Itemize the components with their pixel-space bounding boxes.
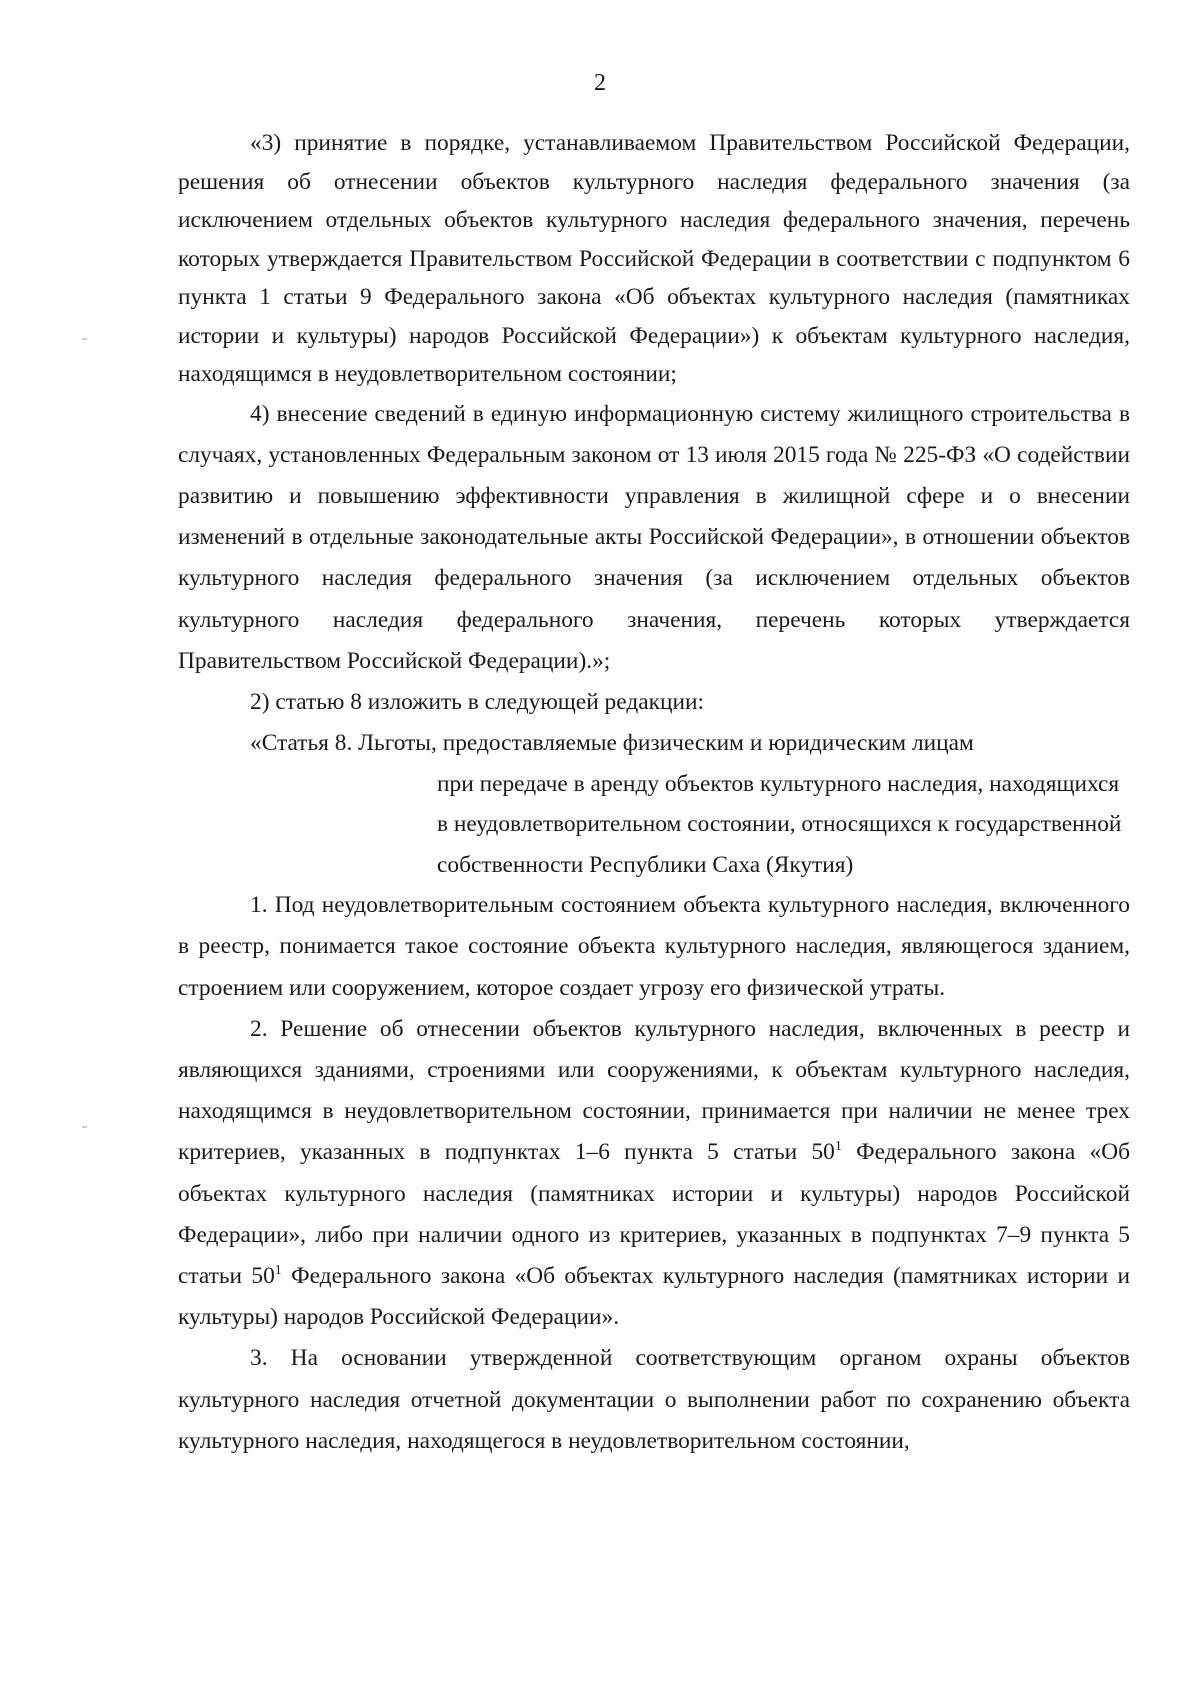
superscript: 1: [274, 1263, 282, 1279]
paragraph-clause-2: [178, 1009, 1130, 1339]
paragraph-clause-3: 3. На основании утвержденной соответствующим органом охраны объектов культурного наследия отчетной документации о выполнении работ по сохранению объекта культурного наследия, находящегося в неудовлетворительном состоянии,: [178, 1345, 1130, 1454]
paragraph-item-3: «3) принятие в порядке, устанавливаемом Правительством Российской Федерации, решения об отнесении объектов культурного наследия федерального значения (за исключением отдельных объектов культурного наследия федерального значения, перечень которых утверждается Правительством Российской Федерации в соответствии с подпунктом 6 пункта 1 статьи 9 Федерального закона «Об объектах культурного наследия (памятниках истории и культуры) народов Российской Федерации») к объектам культурного наследия, находящимся в неудовлетворительном состоянии;: [178, 130, 1130, 387]
article-heading-line: в неудовлетворительном состоянии, относящихся к государственной: [437, 811, 1122, 838]
paragraph-clause-1: 1. Под неудовлетворительным состоянием объекта культурного наследия, включенного в реестр, понимается такое состояние объекта культурного наследия, являющегося зданием, строением или сооружением, которое создает угрозу его физической утраты.: [178, 892, 1130, 1001]
article-heading-line: «Статья 8. Льготы, предоставляемые физическим и юридическим лицам: [250, 730, 974, 757]
paragraph-article-8-amendment: 2) статью 8 изложить в следующей редакции:: [250, 688, 705, 715]
scan-margin-mark: [82, 338, 87, 340]
page-number: 2: [594, 70, 606, 96]
clause-2-text: 2. Решение об отнесении объектов культурного наследия, включенных в реестр и являющихся зданиями, строениями или сооружениями, к объектам культурного наследия, находящимся в неудовлетворительном состоянии, принимается при наличии не менее трех критериев, указанных в подпунктах 1–6 пункта 5 статьи 50: [178, 1015, 1130, 1166]
article-heading-line: собственности Республики Саха (Якутия): [437, 851, 854, 878]
document-body: [178, 124, 1130, 1462]
scan-margin-mark: [82, 1126, 87, 1128]
article-heading-line: при передаче в аренду объектов культурного наследия, находящихся: [437, 770, 1120, 797]
clause-2-text: Федерального закона «Об объектах культурного наследия (памятниках истории и культуры) народов Российской Федерации», либо при наличии одного из критериев, указанных в подпунктах 7–9 пункта 5 статьи 50: [178, 1139, 1130, 1289]
superscript: 1: [834, 1139, 842, 1155]
article-8-heading: [178, 723, 1130, 885]
paragraph-item-4: 4) внесение сведений в единую информационную систему жилищного строительства в случаях, установленных Федеральным законом от 13 июля 2015 года № 225-ФЗ «О содействии развитию и повышению эффективности управления в жилищной сфере и о внесении изменений в отдельные законодательные акты Российской Федерации», в отношении объектов культурного наследия федерального значения (за исключением отдельных объектов культурного наследия федерального значения, перечень которых утверждается Правительством Российской Федерации).»;: [178, 400, 1130, 674]
clause-2-text: Федерального закона «Об объектах культурного наследия (памятниках истории и культуры) народов Российской Федерации».: [178, 1262, 1131, 1331]
